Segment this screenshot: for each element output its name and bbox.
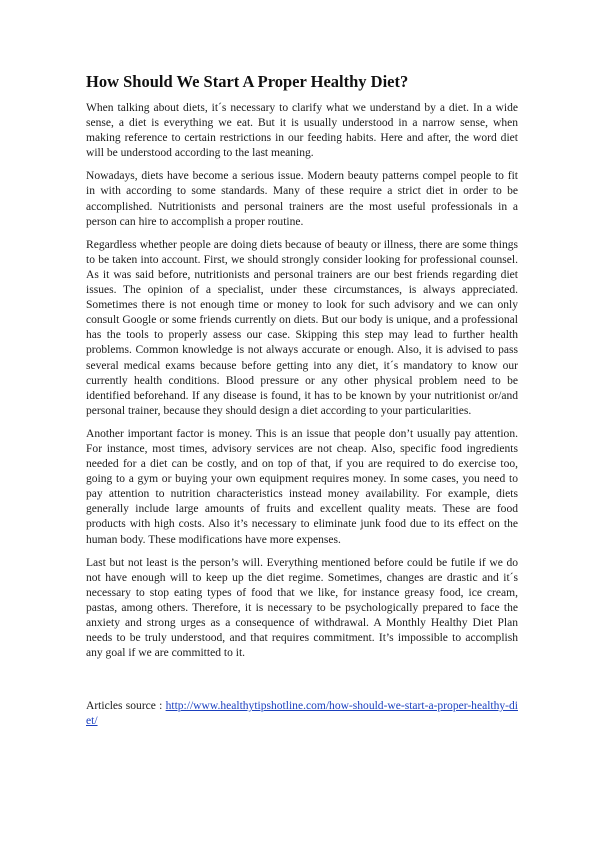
paragraph-money: Another important factor is money. This is an issue that people don’t usually pay attention. For instance, most times, advisory services are not cheap. Also, specific food ingredients needed for a diet can be costly, and on top of that, if you are required to do exercise too, going to a gym or buying your own equipment requires money. In some cases, you need to pay attention to nutrition characteristics instead money availability. For example, diets generally include large amounts of fruits and excellent quality meats. These are food products with high costs. Also it’s necessary to eliminate junk food due to its effect on the human body. These modifications have more expenses.	[86, 427, 518, 546]
source-label: Articles source :	[86, 700, 166, 713]
document-title: How Should We Start A Proper Healthy Diet?	[86, 72, 409, 91]
paragraph-definition: When talking about diets, it´s necessary to clarify what we understand by a diet. In a wide sense, a diet is everything we eat. But it is usually understood in a narrow sense, when making reference to certain restrictions in our feeding habits. Here and after, the word diet will be understood according to the last meaning.	[86, 102, 518, 160]
paragraph-will: Last but not least is the person’s will. Everything mentioned before could be futile if we do not have enough will to keep up the diet regime. Sometimes, changes are drastic and it´s necessary to stop eating types of food that we like, for instance greasy food, ice cream, pastas, among others. Therefore, it is necessary to be psychologically prepared to face the anxiety and strong urges as a consequence of withdrawal. A Monthly Healthy Diet Plan needs to be truly understood, and that requires commitment. It’s impossible to accomplish any goal if we are committed to it.	[86, 556, 518, 660]
paragraph-nowadays: Nowadays, diets have become a serious issue. Modern beauty patterns compel people to fit in with according to some standards. Many of these require a strict diet in order to be accomplished. Nutritionists and personal trainers are the most useful professionals in a person can hire to accomplish a proper routine.	[86, 170, 518, 228]
articles-source	[86, 699, 518, 729]
document-page	[86, 72, 518, 729]
source-link[interactable]: http://www.healthytipshotline.com/how-should-we-start-a-proper-healthy-diet/	[86, 700, 518, 728]
paragraph-professional-counsel: Regardless whether people are doing diets because of beauty or illness, there are some things to be taken into account. First, we should strongly consider looking for professional counsel. As it was said before, nutritionists and personal trainers are our best friends regarding diet issues. The opinion of a specialist, under these circumstances, is always appreciated. Sometimes there is not enough time or money to look for such advisory and we can only consult Google or some friends currently on diets. But our body is unique, and a professional has the tools to properly assess our case. Skipping this step may lead to further health problems. Common knowledge is not always accurate or enough. Also, it is advised to pass several medical exams because before getting into any diet, it´s mandatory to know our currently health conditions. Blood pressure or any other physical problem need to be identified beforehand. If any disease is found, it has to be known by your nutritionist or/and personal trainer, because they should design a diet according to your particularities.	[86, 238, 518, 417]
